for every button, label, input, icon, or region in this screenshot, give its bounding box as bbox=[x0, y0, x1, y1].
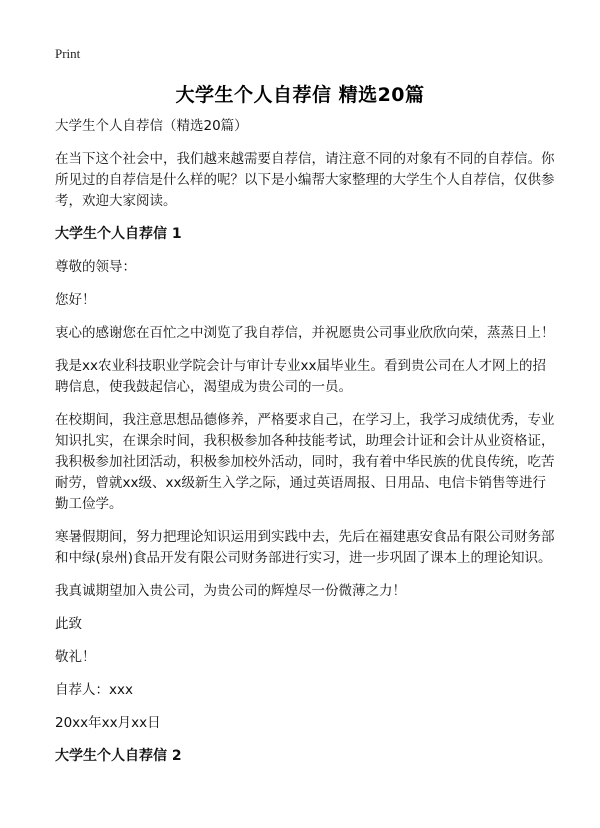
section-heading-2: 大学生个人自荐信 2 bbox=[55, 748, 182, 764]
page-title: 大学生个人自荐信 精选20篇 bbox=[175, 84, 425, 106]
letter-paragraph-wish: 我真诚期望加入贵公司，为贵公司的辉煌尽一份微薄之力！ bbox=[55, 583, 406, 599]
letter-signature: 自荐人：xxx bbox=[55, 682, 133, 698]
letter-closing: 此致 bbox=[55, 616, 82, 632]
article-body bbox=[55, 116, 555, 779]
letter-paragraph-school: 在校期间，我注意思想品德修养，严格要求自己，在学习上，我学习成绩优秀，专业知识扎实，在课余时间，我积极参加各种技能考试，助理会计证和会计从业资格证，我积极参加社团活动，积极参加校外活动，同时，我有着中华民族的优良传统，吃苦耐劳，曾就xx级、xx级新生入学之际，通过英语周报、日用品、电信卡销售等进行勤工俭学。 bbox=[55, 412, 555, 512]
letter-regards: 敬礼！ bbox=[55, 649, 96, 665]
section-heading-1: 大学生个人自荐信 1 bbox=[55, 226, 182, 242]
article-subtitle: 大学生个人自荐信（精选20篇） bbox=[55, 118, 248, 134]
letter-paragraph-thanks: 衷心的感谢您在百忙之中浏览了我自荐信，并祝愿贵公司事业欣欣向荣，蒸蒸日上！ bbox=[55, 325, 555, 341]
intro-paragraph: 在当下这个社会中，我们越来越需要自荐信，请注意不同的对象有不同的自荐信。你所见过的自荐信是什么样的呢？以下是小编帮大家整理的大学生个人自荐信，仅供参考，欢迎大家阅读。 bbox=[55, 151, 555, 209]
letter-date: 20xx年xx月xx日 bbox=[55, 715, 161, 731]
letter-paragraph-intro: 我是xx农业科技职业学院会计与审计专业xx届毕业生。看到贵公司在人才网上的招聘信息，使我鼓起信心，渴望成为贵公司的一员。 bbox=[55, 358, 546, 395]
letter-salutation: 尊敬的领导： bbox=[55, 259, 136, 275]
print-label: Print bbox=[55, 46, 81, 61]
letter-greeting: 您好！ bbox=[55, 292, 96, 308]
letter-paragraph-internship: 寒暑假期间，努力把理论知识运用到实践中去，先后在福建惠安食品有限公司财务部和中绿(泉州)食品开发有限公司财务部进行实习，进一步巩固了课本上的理论知识。 bbox=[55, 529, 555, 566]
